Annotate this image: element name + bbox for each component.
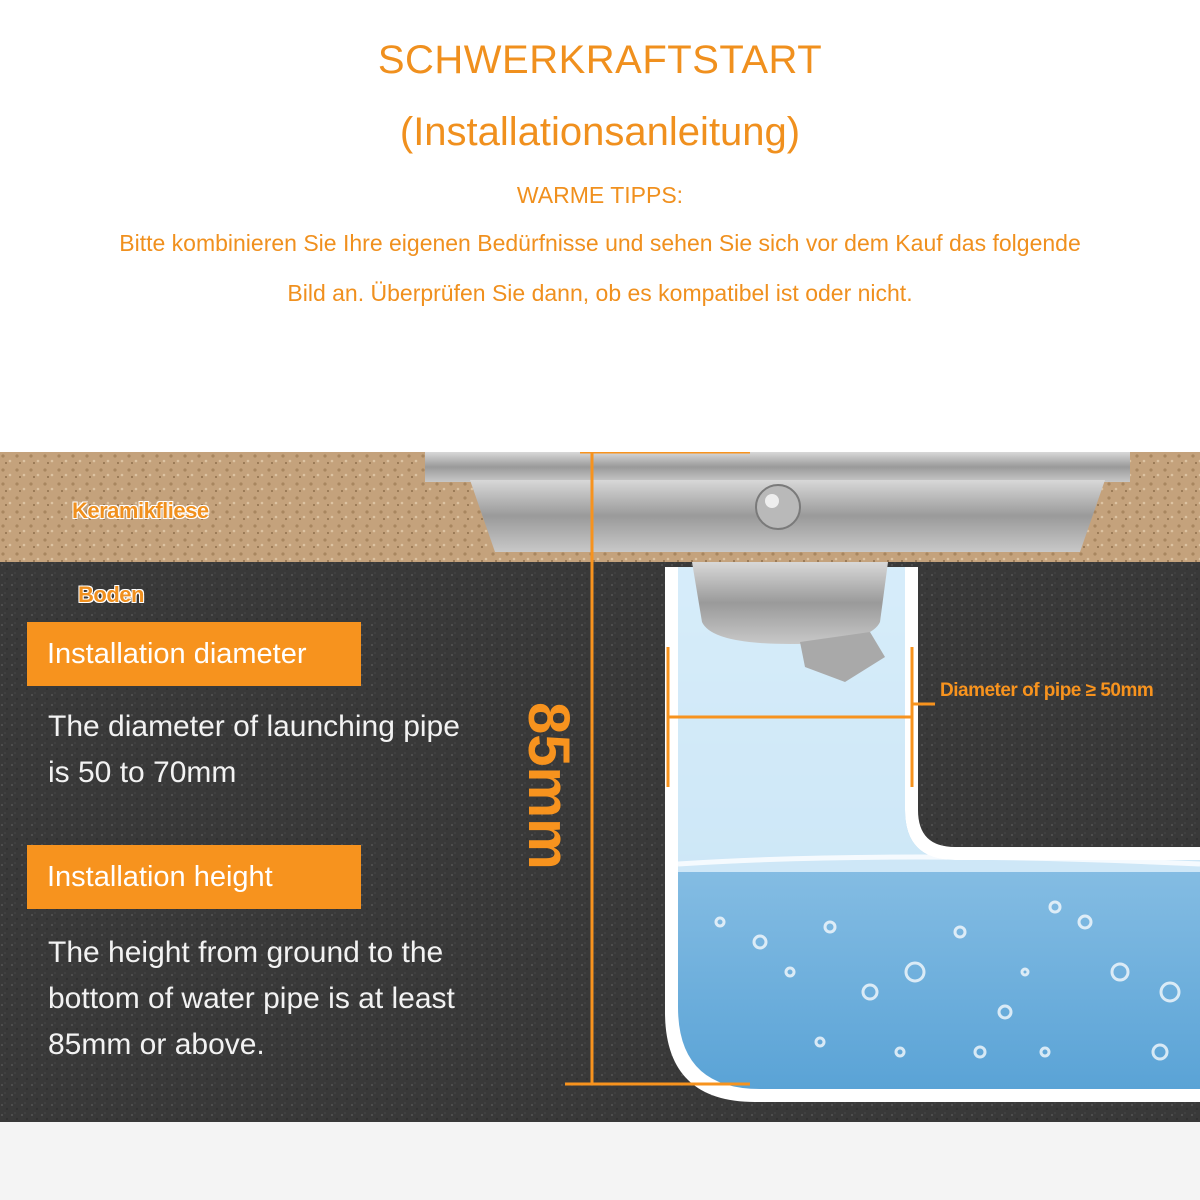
drain-screw-head: [756, 485, 800, 529]
install-height-title: Installation height: [27, 845, 361, 909]
bottom-strip: [0, 1122, 1200, 1200]
page-subtitle: (Installationsanleitung): [399, 110, 801, 154]
install-height-description: The height from ground to the bottom of water pipe is at least 85mm or above.: [48, 936, 455, 1061]
height-dimension-label: 85mm: [516, 702, 581, 870]
drain-outlet: [692, 562, 888, 644]
label-floor: Boden: [78, 582, 144, 607]
installation-diagram: [0, 452, 1200, 1122]
install-diameter-description: The diameter of launching pipe is 50 to 70mm: [48, 710, 460, 789]
tips-heading: WARME TIPPS:: [516, 182, 684, 208]
install-diameter-title: Installation diameter: [27, 622, 361, 686]
label-ceramic-tile: Keramikfliese: [72, 498, 209, 523]
header: [0, 0, 1200, 330]
tips-text-line-2: Bild an. Überprüfen Sie dann, ob es kompatibel ist oder nicht.: [287, 280, 913, 306]
tips-text-line-1: Bitte kombinieren Sie Ihre eigenen Bedürfnisse und sehen Sie sich vor dem Kauf das folgende: [119, 230, 1081, 256]
drain-grate-top: [425, 452, 1130, 482]
page-title: SCHWERKRAFTSTART: [377, 38, 823, 82]
pipe-diameter-label: Diameter of pipe ≥ 50mm: [940, 680, 1154, 701]
